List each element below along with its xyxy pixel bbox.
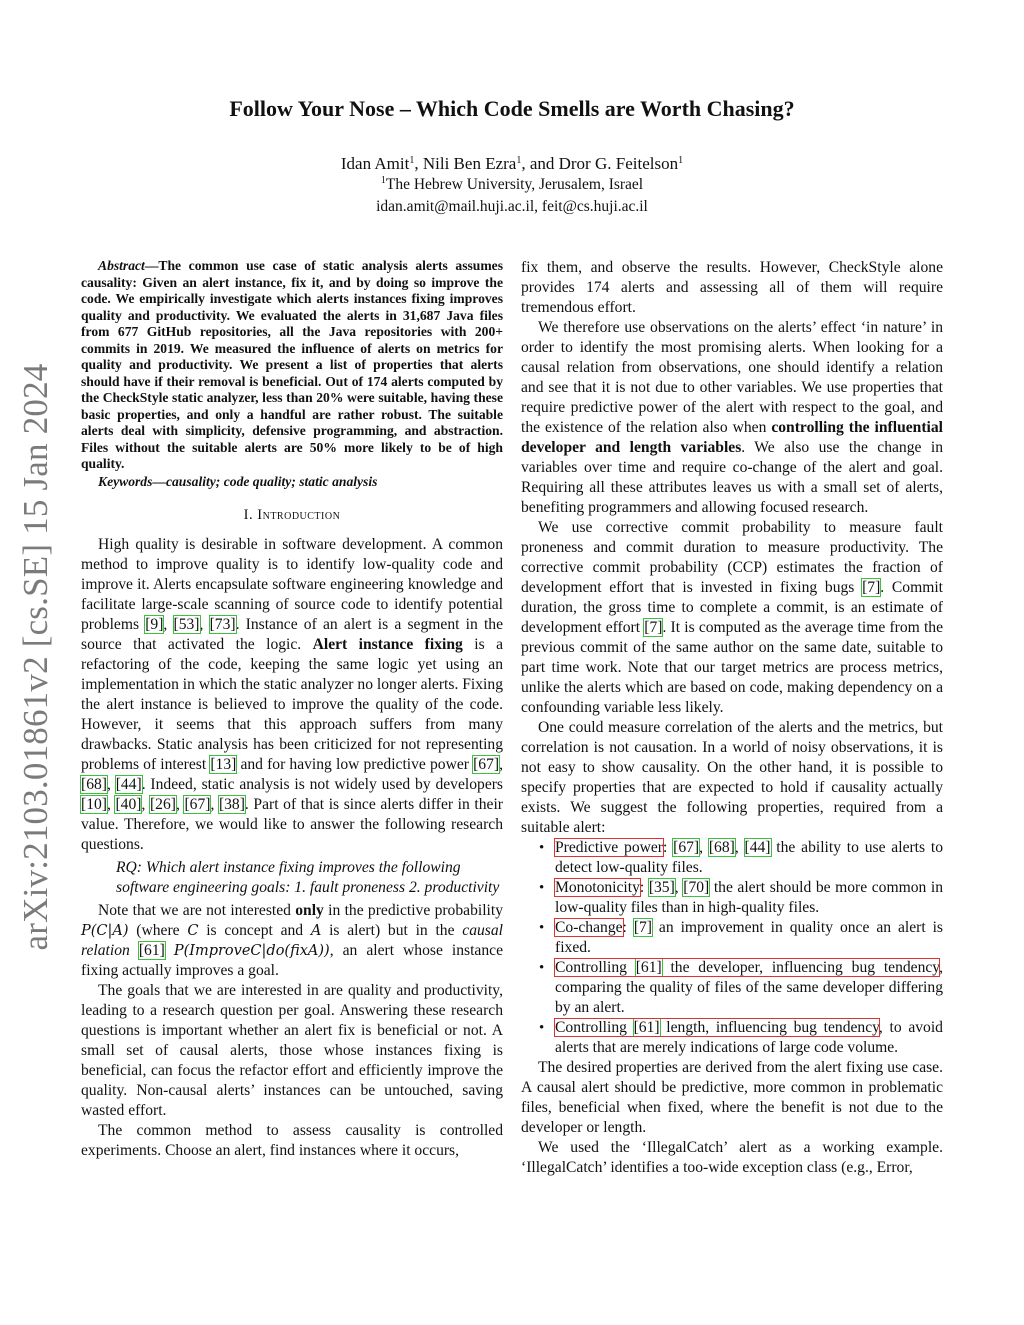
- text: is alert) but in the: [321, 922, 463, 939]
- italic-term: causal relation: [81, 922, 503, 959]
- affiliation-marker: 1: [409, 155, 415, 166]
- text: . Indeed, static analysis is not widely used by developers: [141, 776, 504, 793]
- list-item: [555, 1018, 943, 1058]
- bold-term: Alert instance fixing: [312, 636, 463, 653]
- citation-link[interactable]: [61]: [138, 942, 165, 959]
- citation-link[interactable]: [67]: [473, 756, 500, 773]
- citation-link[interactable]: [26]: [149, 796, 176, 813]
- text: the developer, influencing bug tendency: [661, 959, 940, 976]
- text: Controlling: [555, 959, 636, 976]
- text: and for having low predictive power: [236, 756, 474, 773]
- keywords: Keywords—causality; code quality; static analysis: [98, 473, 378, 489]
- citation-link[interactable]: [7]: [644, 619, 663, 636]
- text: . We also use the change in variables over time and require co-change of the alert and goal. Requiring all these attributes leaves us with a small set of alerts, benefiting programmers and allowing focused research.: [521, 439, 943, 516]
- property-link[interactable]: Monotonicity: [555, 879, 640, 896]
- paragraph: We used the ‘IllegalCatch’ alert as a working example. ‘IllegalCatch’ identifies a too-wide exception class (e.g., Error,: [521, 1139, 943, 1176]
- citation-link[interactable]: [61]: [633, 1019, 660, 1036]
- affiliation: [0, 176, 1024, 194]
- citation-link[interactable]: [40]: [115, 796, 142, 813]
- text: . Instance of an alert is a segment in the source that activated the logic.: [81, 616, 504, 653]
- right-column: [521, 258, 943, 1178]
- text: length, influencing bug tendency: [659, 1019, 879, 1036]
- abstract: [81, 258, 503, 473]
- property-list: [521, 838, 943, 1058]
- section-title: Introduction: [257, 507, 341, 523]
- author-name: Idan Amit: [340, 154, 410, 173]
- paragraph: One could measure correlation of the alerts and the metrics, but correlation is not causation. In a world of noisy observations, it is not easy to show causality. On the other hand, it is possible to specify properties that are expected to hold if causality actually exists. We suggest the following properties, required from a suitable alert:: [521, 719, 943, 836]
- text: , to avoid alerts that are merely indications of large code volume.: [555, 1019, 943, 1056]
- text: . Commit duration, the gross time to complete a commit, is an estimate of development effort: [521, 579, 944, 636]
- math: P(C|A): [81, 923, 129, 939]
- citation-link[interactable]: [13]: [210, 756, 237, 773]
- text: an improvement in quality once an alert is fixed.: [555, 919, 943, 956]
- list-item: • Predictive power: [67], [68], [44] the ability to use alerts to detect low-quality files.: [555, 838, 943, 878]
- author-emails: idan.amit@mail.huji.ac.il, feit@cs.huji.ac.il: [376, 198, 648, 215]
- citation-link[interactable]: [70]: [683, 879, 710, 896]
- text: is a refactoring of the code, keeping the same logic yet using an implementation in which the static analyzer no longer alerts. Fixing the alert instance is believed to improve the quality of the code. However, it seems that this approach suffers from many drawbacks. Static analysis has been criticized for not representing problems of interest: [81, 636, 503, 773]
- text: We therefore use observations on the alerts’ effect ‘in nature’ in order to identify the most promising alerts. When looking for a causal relation from observations, one should identify a relation and see that it is not due to other variables. We use properties that require predictive power of the alert with respect to the goal, and the existence of the relation also when: [521, 319, 943, 436]
- affiliation-marker: 1: [516, 155, 522, 166]
- text: We use corrective commit probability to measure fault proneness and commit duration to measure productivity. The corrective commit probability (CCP) estimates the fraction of development effort that is invested in fixing bugs: [521, 519, 943, 596]
- citation-link[interactable]: [10]: [81, 796, 107, 813]
- text: , an alert whose instance fixing actually improves a goal.: [81, 942, 503, 979]
- affiliation-text: The Hebrew University, Jerusalem, Israel: [385, 176, 644, 193]
- paragraph: The goals that we are interested in are quality and productivity, leading to a research question per goal. Answering these research questions is important whether an alert fix is beneficial or not. A small set of causal alerts, those whose instances fixing is beneficial, can focus the refactor effort and efficiently improve the quality. Non-causal alerts’ instances can be untouched, saving wasted effort.: [81, 982, 503, 1119]
- citation-link[interactable]: [67]: [184, 796, 211, 813]
- property-link[interactable]: [555, 1019, 879, 1036]
- text: . It is computed as the average time from the previous commit of the same author on the same date, suitable to part time work. Note that our target metrics are process metrics, unlike the alerts which are based on code, making dependency on a confounding variable less likely.: [521, 619, 944, 716]
- text: the ability to use alerts to detect low-quality files.: [555, 839, 944, 876]
- citation-link[interactable]: [7]: [862, 579, 881, 596]
- paragraph: The desired properties are derived from the alert fixing use case. A causal alert should be predictive, more common in problematic files, beneficial when fixed, where the benefit is not due to the developer or length.: [521, 1059, 943, 1136]
- text: (where: [128, 922, 188, 939]
- citation-link[interactable]: [68]: [708, 839, 735, 856]
- affiliation-marker: 1: [678, 155, 684, 166]
- citation-link[interactable]: [67]: [673, 839, 700, 856]
- citation-link[interactable]: [61]: [635, 959, 662, 976]
- citation-link[interactable]: [44]: [744, 839, 771, 856]
- arxiv-id-text: arXiv:2103.01861v2 [cs.SE] 15 Jan 2024: [16, 363, 55, 951]
- text: . Part of that is since alerts differ in their value. Therefore, we would like to answer the following research questions.: [81, 796, 503, 853]
- list-item: [555, 958, 943, 1018]
- section-number: I.: [243, 507, 258, 523]
- math: C: [187, 923, 199, 939]
- citation-link[interactable]: [35]: [648, 879, 675, 896]
- citation-link[interactable]: [9]: [145, 616, 164, 633]
- math: A: [310, 923, 322, 939]
- author-name: , and Dror G. Feitelson: [521, 154, 679, 173]
- left-column: [81, 258, 503, 1161]
- math: P(ImproveC|do(fixA)): [173, 943, 330, 959]
- paper-title: Follow Your Nose – Which Code Smells are Worth Chasing?: [229, 96, 795, 121]
- text: Controlling: [555, 1019, 634, 1036]
- abstract-text: —The common use case of static analysis alerts assumes causality: Given an alert instance, fix it, and by doing so improve the code. We empirically investigate which alerts instances fixing improves quality and productivity. We evaluated the alerts in 31,687 Java files from 677 GitHub repositories, all the Java repositories with 200+ commits in 2019. We measured the influence of alerts on metrics for quality and productivity. We present a list of properties that alerts should have if their removal is beneficial. Out of 174 alerts computed by the CheckStyle static analyzer, less than 20% were suitable, having these basic properties, and only a handful are rather robust. The suitable alerts deal with simplicity, defensive programming, and abstraction. Files without the suitable alerts are 50% more likely to be of high quality.: [81, 258, 503, 471]
- abstract-label: Abstract: [98, 258, 145, 273]
- section-heading: [81, 505, 503, 525]
- citation-link[interactable]: [44]: [115, 776, 142, 793]
- research-question: RQ: Which alert instance fixing improves the following software engineering goals: 1. fault proneness 2. productivity: [116, 859, 500, 896]
- bold-term: controlling the influential developer and length variables: [521, 419, 943, 456]
- paragraph: fix them, and observe the results. However, CheckStyle alone provides 174 alerts and assessing all of them will require tremendous effort.: [521, 259, 943, 316]
- property-link[interactable]: [555, 959, 939, 976]
- text: the alert should be more common in low-quality files than in high-quality files.: [555, 879, 944, 916]
- list-item: • Co-change: [7] an improvement in quality once an alert is fixed.: [555, 918, 943, 958]
- list-item: • Monotonicity: [35], [70] the alert should be more common in low-quality files than in high-quality files.: [555, 878, 943, 918]
- arxiv-side-label: [16, 363, 55, 951]
- paragraph: High quality is desirable in software development. A common method to improve quality is to identify low-quality code and improve it. Alerts encapsulate software engineering knowledge and facilitate large-scale scanning of source code to identify potential problems [9], [53], [73]. Instance of an alert is a segment in the source that activated the logic. Alert instance fixing is a refactoring of the code, keeping the same logic yet using an implementation in which the static analyzer no longer alerts. Fixing the alert instance is believed to improve the quality of the code. However, it seems that this approach suffers from many drawbacks. Static analysis has been criticized for not representing problems of interest [13] and for having low predictive power [67], [68], [44]. Indeed, static analysis is not widely used by developers [10], [40], [26], [67], [38]. Part of that is since alerts differ in their value. Therefore, we would like to answer the following research questions.: [81, 536, 504, 853]
- citation-link[interactable]: [7]: [633, 919, 652, 936]
- affiliation-marker: 1: [380, 175, 386, 186]
- author-name: , Nili Ben Ezra: [414, 154, 517, 173]
- paragraph: [521, 518, 943, 718]
- citation-link[interactable]: [73]: [209, 616, 236, 633]
- citation-link[interactable]: [53]: [173, 616, 200, 633]
- text: High quality is desirable in software development. A common method to improve quality is to identify low-quality code and improve it. Alerts encapsulate software engineering knowledge and facilitate large-scale scanning of source code to identify potential problems: [81, 536, 503, 633]
- text: in the predictive probability: [323, 902, 503, 919]
- property-link[interactable]: Predictive power: [555, 839, 663, 856]
- text: is concept and: [198, 922, 311, 939]
- property-link[interactable]: Co-change: [555, 919, 623, 936]
- text: , comparing the quality of files of the same developer differing by an alert.: [555, 959, 943, 1016]
- paragraph: The common method to assess causality is controlled experiments. Choose an alert, find instances where it occurs,: [81, 1122, 503, 1159]
- citation-link[interactable]: [68]: [81, 776, 107, 793]
- paragraph: [81, 901, 503, 981]
- paragraph: [521, 318, 943, 518]
- citation-link[interactable]: [38]: [218, 796, 245, 813]
- author-list: [0, 154, 1024, 174]
- text: Note that we are not interested: [98, 902, 296, 919]
- bold-term: only: [295, 902, 324, 919]
